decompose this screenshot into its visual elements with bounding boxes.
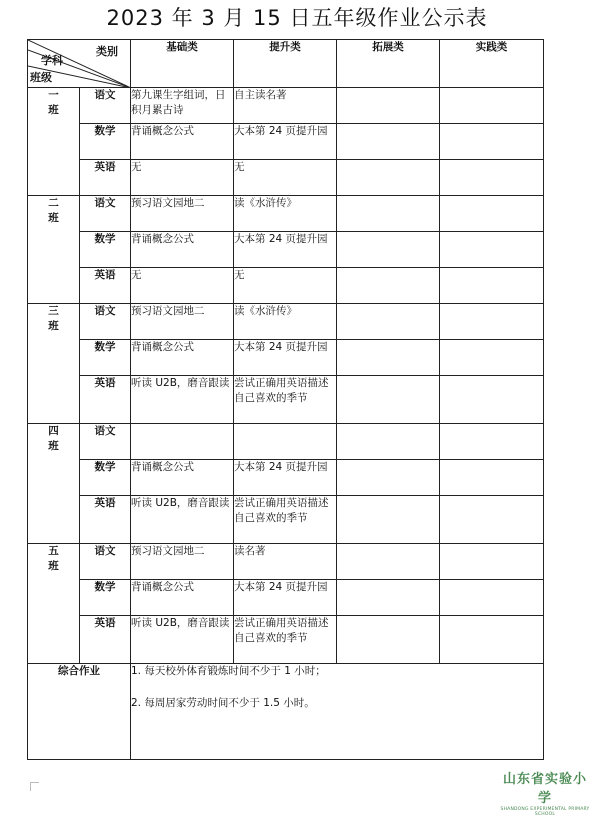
subject-cell: 语文	[80, 196, 131, 232]
subject-cell: 英语	[80, 160, 131, 196]
subject-cell: 语文	[80, 304, 131, 340]
homework-cell-practice	[440, 88, 544, 124]
school-logo	[500, 768, 590, 817]
summary-label: 综合作业	[28, 664, 131, 760]
homework-cell-improve: 大本第 24 页提升园	[234, 340, 337, 376]
subject-cell: 数学	[80, 460, 131, 496]
homework-cell-practice	[440, 496, 544, 544]
homework-cell-improve: 读名著	[234, 544, 337, 580]
homework-cell-basic: 背诵概念公式	[131, 460, 234, 496]
homework-cell-basic: 无	[131, 268, 234, 304]
diagonal-header-cell	[28, 40, 131, 88]
homework-cell-basic: 背诵概念公式	[131, 580, 234, 616]
homework-cell-improve: 无	[234, 268, 337, 304]
homework-cell-improve: 尝试正确用英语描述自己喜欢的季节	[234, 496, 337, 544]
table-row	[28, 232, 544, 268]
page-title: 2023 年 3 月 15 日五年级作业公示表	[106, 6, 488, 30]
homework-cell-basic: 背诵概念公式	[131, 340, 234, 376]
homework-cell-basic: 第九课生字组词，日积月累古诗	[131, 88, 234, 124]
subject-cell: 语文	[80, 424, 131, 460]
table-row	[28, 160, 544, 196]
homework-cell-practice	[440, 304, 544, 340]
header-row	[28, 40, 544, 88]
subject-cell: 数学	[80, 340, 131, 376]
homework-cell-extend	[337, 544, 440, 580]
homework-cell-extend	[337, 460, 440, 496]
homework-cell-practice	[440, 196, 544, 232]
homework-cell-extend	[337, 376, 440, 424]
homework-cell-improve: 大本第 24 页提升园	[234, 124, 337, 160]
homework-cell-basic: 预习语文园地二	[131, 544, 234, 580]
subject-cell: 英语	[80, 376, 131, 424]
subject-cell: 英语	[80, 616, 131, 664]
homework-cell-improve: 尝试正确用英语描述自己喜欢的季节	[234, 616, 337, 664]
homework-cell-practice	[440, 460, 544, 496]
homework-cell-extend	[337, 232, 440, 268]
homework-cell-extend	[337, 124, 440, 160]
table-row	[28, 268, 544, 304]
subject-cell: 英语	[80, 496, 131, 544]
subject-cell: 语文	[80, 88, 131, 124]
subject-cell: 语文	[80, 544, 131, 580]
homework-cell-basic: 预习语文园地二	[131, 196, 234, 232]
homework-cell-improve: 读《水浒传》	[234, 304, 337, 340]
homework-cell-extend	[337, 580, 440, 616]
homework-cell-extend	[337, 340, 440, 376]
homework-cell-practice	[440, 160, 544, 196]
page-corner-mark	[30, 782, 39, 791]
homework-cell-practice	[440, 340, 544, 376]
class-name-cell: 二 班	[28, 196, 80, 304]
homework-cell-extend	[337, 160, 440, 196]
homework-cell-extend	[337, 424, 440, 460]
column-header-practice: 实践类	[440, 40, 544, 88]
class-label: 班级	[30, 71, 52, 84]
homework-cell-basic: 无	[131, 160, 234, 196]
table-row	[28, 196, 544, 232]
subject-label: 学科	[41, 54, 63, 67]
table-row	[28, 304, 544, 340]
class-name-cell: 四 班	[28, 424, 80, 544]
homework-cell-improve: 读《水浒传》	[234, 196, 337, 232]
homework-cell-practice	[440, 544, 544, 580]
table-row	[28, 424, 544, 460]
table-row	[28, 88, 544, 124]
summary-item: 1. 每天校外体育锻炼时间不少于 1 小时；	[131, 665, 326, 677]
summary-content	[131, 664, 544, 760]
class-name-cell: 五 班	[28, 544, 80, 664]
homework-cell-extend	[337, 304, 440, 340]
column-header-basic: 基础类	[131, 40, 234, 88]
table-row	[28, 340, 544, 376]
class-name-cell: 一 班	[28, 88, 80, 196]
summary-row	[28, 664, 544, 760]
homework-cell-practice	[440, 232, 544, 268]
homework-cell-extend	[337, 616, 440, 664]
subject-cell: 数学	[80, 124, 131, 160]
homework-cell-basic: 预习语文园地二	[131, 304, 234, 340]
homework-cell-improve	[234, 424, 337, 460]
homework-cell-extend	[337, 88, 440, 124]
homework-cell-practice	[440, 580, 544, 616]
table-row	[28, 616, 544, 664]
column-header-extend: 拓展类	[337, 40, 440, 88]
homework-cell-extend	[337, 496, 440, 544]
homework-cell-improve: 自主读名著	[234, 88, 337, 124]
homework-cell-extend	[337, 268, 440, 304]
homework-cell-practice	[440, 124, 544, 160]
table-row	[28, 124, 544, 160]
homework-cell-basic: 背诵概念公式	[131, 124, 234, 160]
school-logo-chinese: 山东省实验小学	[502, 772, 587, 806]
table-row	[28, 580, 544, 616]
homework-cell-improve: 大本第 24 页提升园	[234, 580, 337, 616]
school-logo-english: SHANDONG EXPERIMENTAL PRIMARY SCHOOL	[500, 807, 590, 817]
homework-cell-improve: 大本第 24 页提升园	[234, 460, 337, 496]
homework-cell-improve: 大本第 24 页提升园	[234, 232, 337, 268]
subject-cell: 数学	[80, 232, 131, 268]
table-row	[28, 544, 544, 580]
table-row	[28, 376, 544, 424]
table-row	[28, 496, 544, 544]
homework-cell-basic: 听读 U2B，磨音跟读	[131, 496, 234, 544]
homework-cell-practice	[440, 376, 544, 424]
homework-table	[27, 39, 544, 760]
table-row	[28, 460, 544, 496]
homework-cell-extend	[337, 196, 440, 232]
homework-cell-basic: 背诵概念公式	[131, 232, 234, 268]
subject-cell: 数学	[80, 580, 131, 616]
homework-cell-basic	[131, 424, 234, 460]
homework-cell-improve: 无	[234, 160, 337, 196]
homework-cell-practice	[440, 424, 544, 460]
homework-cell-basic: 听读 U2B，磨音跟读	[131, 376, 234, 424]
homework-cell-practice	[440, 268, 544, 304]
column-header-improve: 提升类	[234, 40, 337, 88]
summary-item: 2. 每周居家劳动时间不少于 1.5 小时。	[131, 697, 315, 709]
homework-cell-basic: 听读 U2B，磨音跟读	[131, 616, 234, 664]
category-label: 类别	[96, 45, 118, 58]
subject-cell: 英语	[80, 268, 131, 304]
homework-cell-practice	[440, 616, 544, 664]
table-body	[28, 40, 544, 760]
class-name-cell: 三 班	[28, 304, 80, 424]
homework-cell-improve: 尝试正确用英语描述自己喜欢的季节	[234, 376, 337, 424]
